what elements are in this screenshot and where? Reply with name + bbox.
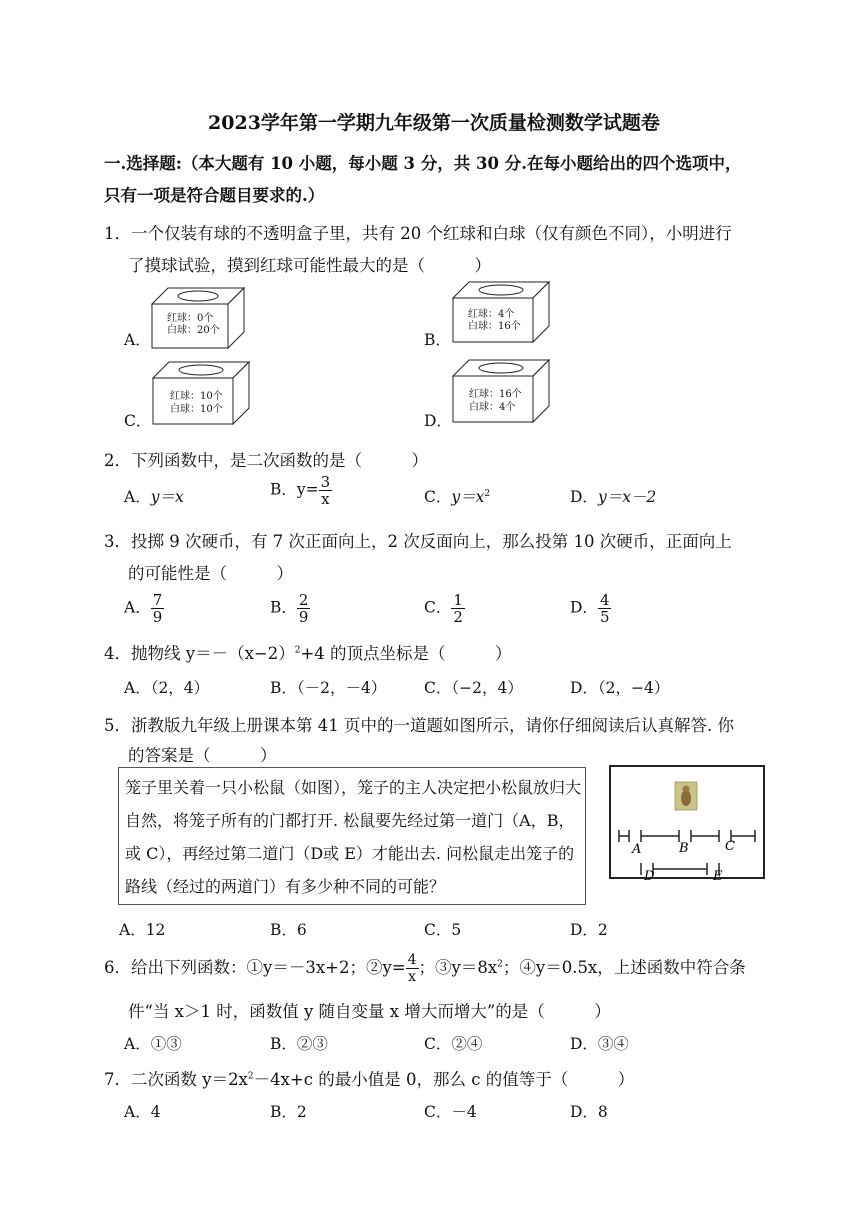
q3-option-d <box>570 592 611 625</box>
page-title: 2023学年第一学期九年级第一次质量检测数学试题卷 <box>208 112 660 134</box>
q3-option-a <box>124 592 164 625</box>
q3-stem-line2: 的可能性是（ ） <box>128 564 293 583</box>
denominator: 2 <box>453 608 463 626</box>
white-count: 白球：20个 <box>167 325 220 336</box>
denominator: x <box>408 969 416 985</box>
option-letter: B． <box>270 480 297 499</box>
expr-lhs: y= <box>296 480 319 499</box>
q6-stem-line1 <box>104 952 746 985</box>
red-count: 红球：4个 <box>468 309 515 320</box>
stem-part: 4．抛物线 y＝－（x−2） <box>104 644 295 663</box>
red-count: 红球：0个 <box>167 313 214 324</box>
q7-option-c: C．－4 <box>424 1103 477 1121</box>
option-letter: D． <box>570 488 598 506</box>
denominator: 5 <box>599 608 610 626</box>
q5-option-b: B．6 <box>270 921 307 939</box>
section-heading-line1: 一.选择题:（本大题有 10 小题，每小题 3 分，共 30 分.在每小题给出的四个选项中， <box>104 154 742 173</box>
q2-option-d <box>570 485 656 507</box>
q7-stem <box>104 1066 634 1090</box>
red-count: 红球：10个 <box>170 391 223 402</box>
white-count: 白球：4个 <box>469 402 516 413</box>
exponent: 2 <box>497 959 503 970</box>
gate-label-b: B <box>679 841 689 856</box>
q5-story-text: 笼子里关着一只小松鼠（如图），笼子的主人决定把小松鼠放归大自然，将笼子所有的门都打开. 松鼠要先经过第一道门（A，B，或 C），再经过第二道门（D或 E）才能出去. 问松鼠走出笼子的路线（经过的两道门）有多少种不同的可能？ <box>125 778 582 896</box>
q4-option-c: C．（−2，4） <box>424 679 523 697</box>
section-heading-line2: 只有一项是符合题目要求的.） <box>104 186 325 205</box>
option-letter: B． <box>270 598 297 617</box>
white-count: 白球：10个 <box>170 404 223 415</box>
white-count: 白球：16个 <box>468 321 521 332</box>
exponent: 2 <box>294 645 301 656</box>
numerator: 1 <box>453 591 463 609</box>
gate-label-a: A <box>632 842 642 857</box>
q2-option-b <box>270 474 332 507</box>
q6-option-a: A．①③ <box>124 1035 182 1053</box>
q4-stem <box>104 640 512 664</box>
option-letter: C． <box>124 412 152 430</box>
q4-option-b: B．（－2，－4） <box>270 679 387 697</box>
q5-stem-line2: 的答案是（ ） <box>128 746 277 765</box>
q4-option-d: D．（2，−4） <box>570 679 670 697</box>
q4-option-a: A．（2，4） <box>124 679 210 697</box>
numerator: 7 <box>152 591 163 609</box>
gate-label-e: E <box>713 869 723 882</box>
stem-part: 6．给出下列函数：①y＝－3x+2；②y= <box>104 958 406 977</box>
gate-label-d: D <box>644 869 655 882</box>
q5-option-d: D．2 <box>570 921 608 939</box>
expr: y＝x <box>150 488 184 506</box>
option-letter: A． <box>124 598 151 617</box>
q7-option-a: A．4 <box>124 1103 161 1121</box>
q1-stem-line1: 1．一个仅装有球的不透明盒子里，共有 20 个红球和白球（仅有颜色不同），小明进行 <box>104 224 732 243</box>
expr: y＝x <box>451 488 485 506</box>
option-letter: A． <box>124 331 151 349</box>
denominator: x <box>321 490 330 508</box>
option-letter: D． <box>424 412 452 430</box>
q3-option-c <box>424 592 465 625</box>
exponent: 2 <box>247 1071 254 1082</box>
q6-option-b: B．②③ <box>270 1035 328 1053</box>
denominator: 9 <box>152 608 163 626</box>
stem-part: －4x+c 的最小值是 0，那么 c 的值等于（ ） <box>253 1070 635 1089</box>
q7-option-d: D．8 <box>570 1103 608 1121</box>
q6-option-d: D．③④ <box>570 1035 629 1053</box>
numerator: 2 <box>298 591 309 609</box>
q5-option-c: C．5 <box>424 921 462 939</box>
gate-label-c: C <box>725 839 735 854</box>
q2-option-a <box>124 485 184 507</box>
option-letter: A． <box>124 488 151 506</box>
q5-option-a: A．12 <box>119 921 166 939</box>
q1-stem-line2: 了摸球试验，摸到红球可能性最大的是（ ） <box>128 256 491 275</box>
numerator: 3 <box>320 473 331 491</box>
option-letter: D． <box>570 598 598 617</box>
exponent: 2 <box>484 488 491 499</box>
expr: y＝x－2 <box>597 488 657 506</box>
numerator: 4 <box>407 952 417 968</box>
red-count: 红球：16个 <box>469 389 522 400</box>
q3-stem-line1: 3．投掷 9 次硬币，有 7 次正面向上，2 次反面向上，那么投第 10 次硬币，正面向上 <box>104 532 732 551</box>
stem-part: ；③y＝8x <box>418 958 498 977</box>
option-letter: C． <box>424 598 452 617</box>
q7-option-b: B．2 <box>270 1103 307 1121</box>
option-letter: B． <box>424 331 451 349</box>
numerator: 4 <box>599 591 610 609</box>
q3-option-b <box>270 592 310 625</box>
q6-option-c: C．②④ <box>424 1035 483 1053</box>
cage-diagram <box>607 764 767 882</box>
q2-option-c <box>424 485 490 507</box>
q6-stem-line2: 件“当 x＞1 时，函数值 y 随自变量 x 增大而增大”的是（ ） <box>128 1002 611 1021</box>
stem-part: +4 的顶点坐标是（ ） <box>300 644 512 663</box>
denominator: 9 <box>298 608 309 626</box>
stem-part: ；④y＝0.5x，上述函数中符合条 <box>502 958 746 977</box>
q5-story-box <box>118 767 586 905</box>
q5-stem-line1: 5．浙教版九年级上册课本第 41 页中的一道题如图所示，请你仔细阅读后认真解答. 你 <box>104 716 734 735</box>
option-letter: C． <box>424 488 452 506</box>
stem-part: 7．二次函数 y＝2x <box>104 1070 248 1089</box>
q2-stem: 2．下列函数中，是二次函数的是（ ） <box>104 451 428 470</box>
